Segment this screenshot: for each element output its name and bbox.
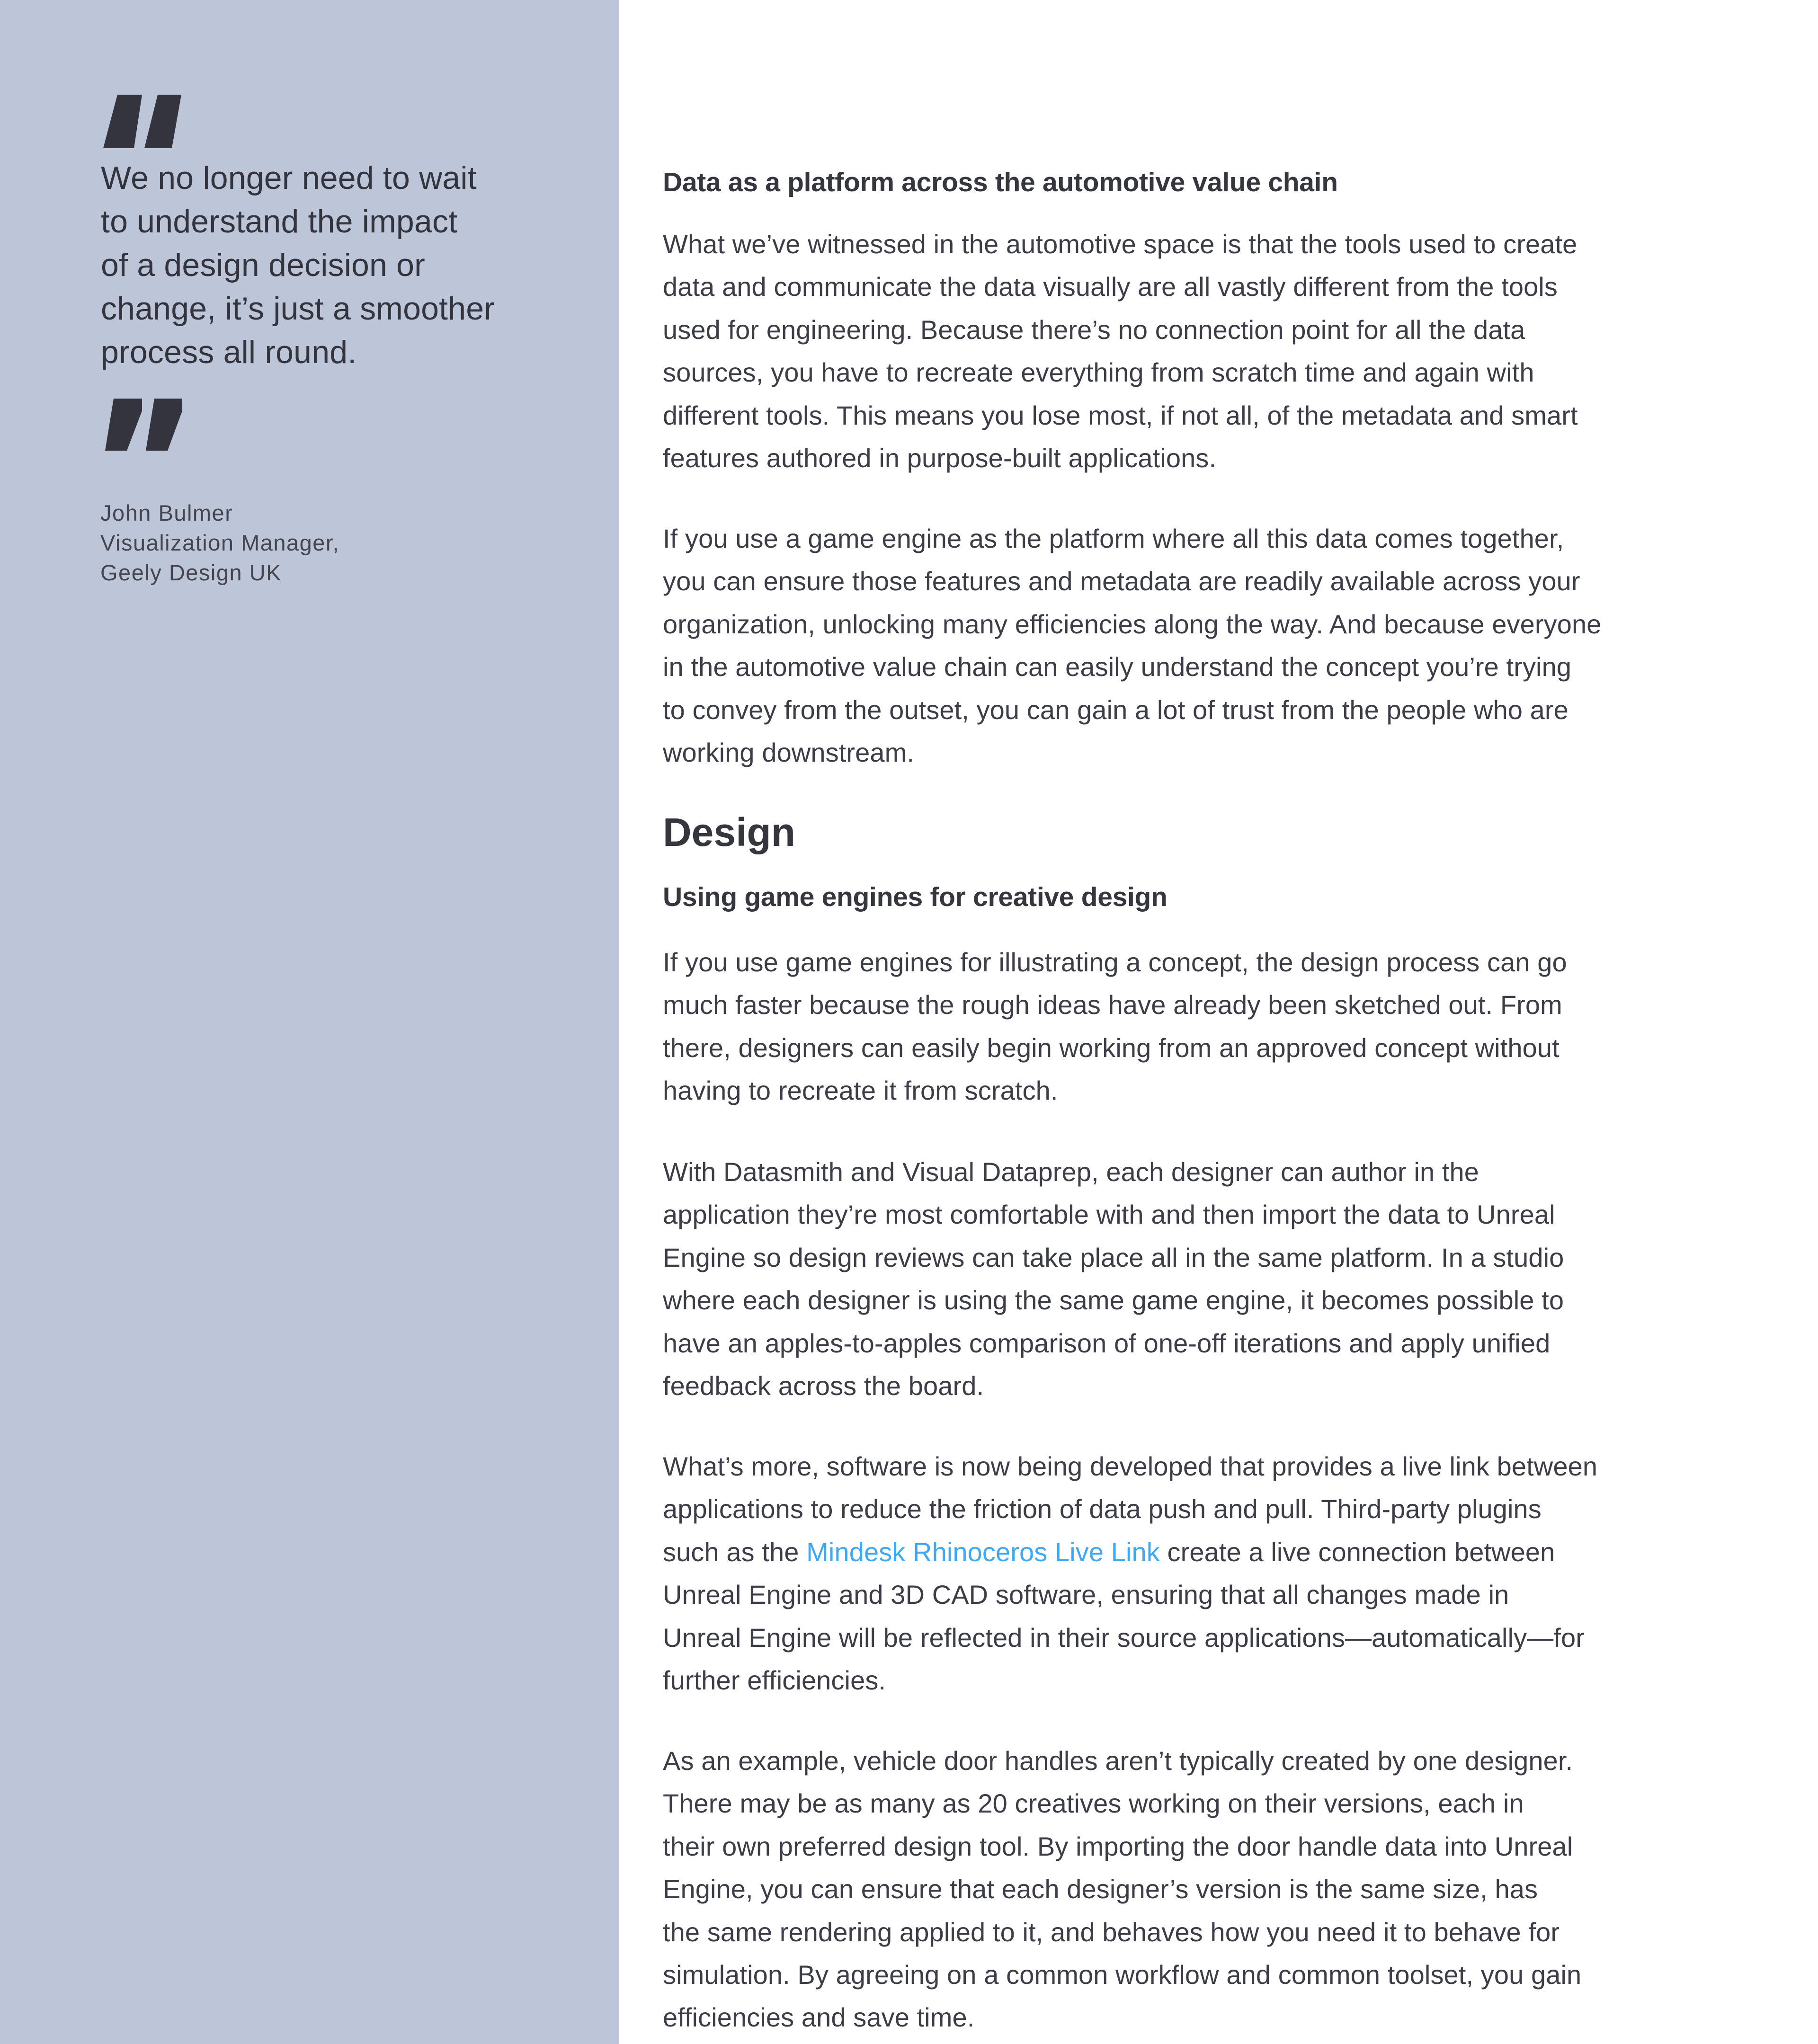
paragraph-line: organization, unlocking many efficiencies along the way. And because everyone — [663, 609, 1602, 639]
paragraph — [663, 941, 1567, 1112]
paragraph-line: used for engineering. Because there’s no connection point for all the data — [663, 314, 1525, 345]
paragraph-line: much faster because the rough ideas have already been sketched out. From — [663, 990, 1562, 1020]
link-line-after: create a live connection between — [1159, 1537, 1555, 1567]
quote-line: process all round. — [101, 334, 357, 370]
attribution-title: Visualization Manager, — [100, 530, 340, 555]
paragraph-line: What we’ve witnessed in the automotive space is that the tools used to create — [663, 229, 1577, 259]
subheading-creative-design: Using game engines for creative design — [663, 882, 1167, 912]
paragraph-line: different tools. This means you lose most, if not all, of the metadata and smart — [663, 400, 1578, 430]
quote-line: to understand the impact — [101, 204, 458, 240]
link-line-before: such as the — [663, 1537, 807, 1567]
paragraph-line: having to recreate it from scratch. — [663, 1075, 1058, 1106]
section-heading-design: Design — [663, 810, 796, 854]
paragraph-line: Unreal Engine and 3D CAD software, ensuring that all changes made in — [663, 1580, 1509, 1610]
quote-sidebar — [0, 0, 619, 2044]
paragraph-line: simulation. By agreeing on a common workflow and common toolset, you gain — [663, 1960, 1582, 1990]
quote-attribution — [100, 498, 339, 587]
paragraph-line: As an example, vehicle door handles aren’t typically created by one designer. — [663, 1746, 1573, 1776]
paragraph-line: in the automotive value chain can easily understand the concept you’re trying — [663, 652, 1572, 682]
paragraph — [663, 223, 1578, 480]
paragraph-line: data and communicate the data visually are all vastly different from the tools — [663, 272, 1558, 302]
paragraph-line: the same rendering applied to it, and behaves how you need it to behave for — [663, 1917, 1560, 1947]
quote-line: We no longer need to wait — [101, 160, 477, 196]
paragraph-line: where each designer is using the same game engine, it becomes possible to — [663, 1285, 1564, 1315]
pull-quote — [101, 156, 495, 374]
paragraph-line: If you use game engines for illustrating a concept, the design process can go — [663, 947, 1567, 977]
paragraph-line: working downstream. — [663, 738, 915, 768]
paragraph-line: Engine so design reviews can take place all in the same platform. In a studio — [663, 1242, 1564, 1272]
paragraph-line: With Datasmith and Visual Dataprep, each designer can author in the — [663, 1157, 1479, 1187]
paragraph — [663, 1445, 1597, 1702]
mindesk-rhinoceros-live-link[interactable]: Mindesk Rhinoceros Live Link — [806, 1537, 1160, 1567]
paragraph-line: Unreal Engine will be reflected in their source applications—automatically—for — [663, 1622, 1585, 1653]
paragraph-line: have an apples-to-apples comparison of one-off iterations and apply unified — [663, 1328, 1551, 1358]
paragraph-line: their own preferred design tool. By importing the door handle data into Unreal — [663, 1831, 1573, 1861]
close-quote-icon — [103, 397, 188, 456]
paragraph — [663, 517, 1601, 774]
paragraph-line: features authored in purpose-built applications. — [663, 443, 1217, 473]
open-quote-icon — [100, 93, 186, 152]
paragraph-line: further efficiencies. — [663, 1665, 886, 1696]
paragraph-line: applications to reduce the friction of data push and pull. Third-party plugins — [663, 1494, 1542, 1524]
paragraph-line: to convey from the outset, you can gain a lot of trust from the people who are — [663, 694, 1568, 725]
attribution-company: Geely Design UK — [100, 560, 282, 585]
paragraph-line: efficiencies and save time. — [663, 2002, 975, 2033]
paragraph-line: Engine, you can ensure that each designer’s version is the same size, has — [663, 1874, 1538, 1904]
paragraph-line: feedback across the board. — [663, 1371, 984, 1401]
paragraph-line: there, designers can easily begin working from an approved concept without — [663, 1032, 1560, 1063]
quote-line: change, it’s just a smoother — [101, 291, 495, 327]
paragraph — [663, 1740, 1581, 2039]
paragraph-line — [663, 1531, 1597, 1573]
attribution-name: John Bulmer — [100, 500, 233, 525]
paragraph-line: sources, you have to recreate everything from scratch time and again with — [663, 357, 1534, 388]
paragraph-line: There may be as many as 20 creatives working on their versions, each in — [663, 1788, 1524, 1819]
paragraph-line: application they’re most comfortable with and then import the data to Unreal — [663, 1200, 1555, 1230]
subheading-data-platform: Data as a platform across the automotive value chain — [663, 167, 1338, 197]
paragraph-line: What’s more, software is now being developed that provides a live link between — [663, 1451, 1598, 1481]
paragraph-line: If you use a game engine as the platform where all this data comes together, — [663, 524, 1564, 553]
quote-line: of a design decision or — [101, 247, 426, 283]
paragraph — [663, 1151, 1564, 1407]
paragraph-line: you can ensure those features and metadata are readily available across your — [663, 566, 1580, 596]
